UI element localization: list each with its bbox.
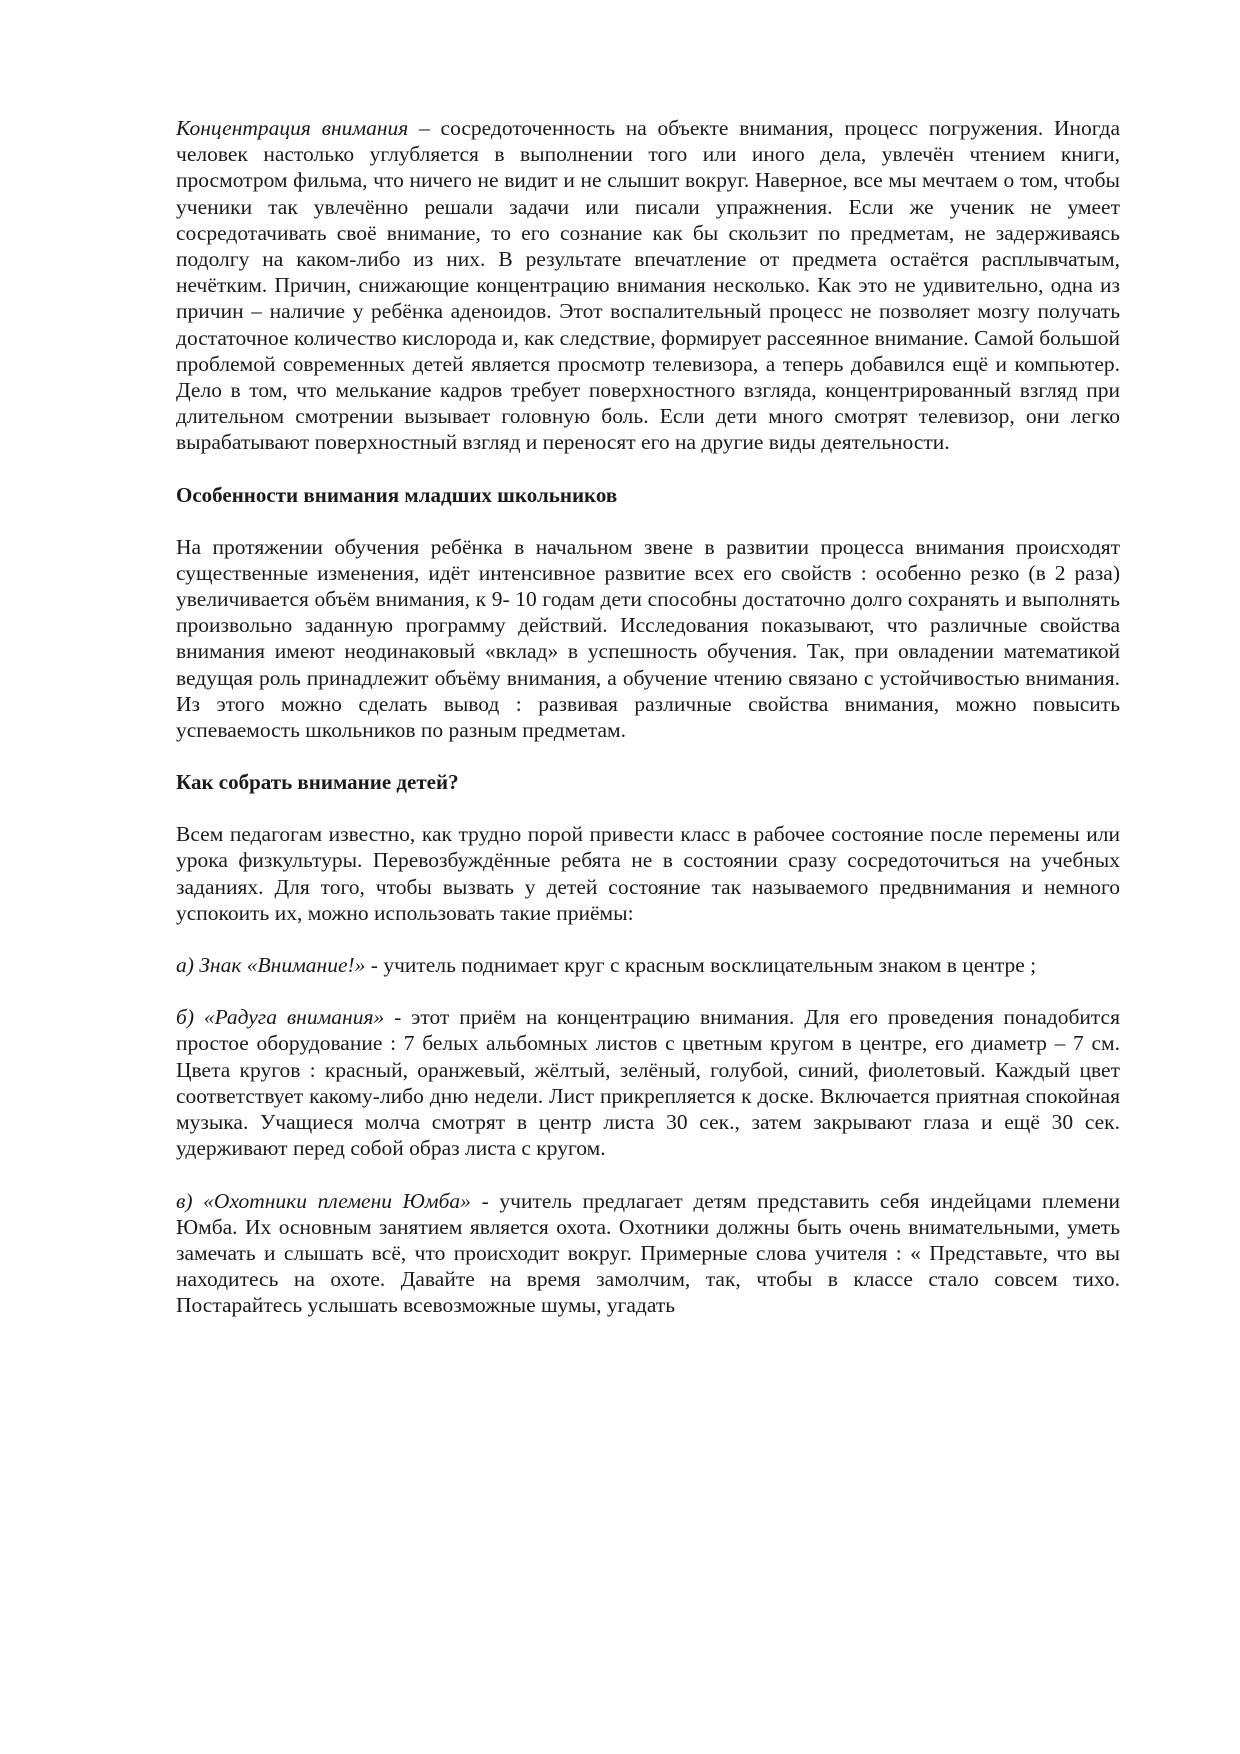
heading-features: Особенности внимания младших школьников bbox=[176, 482, 618, 507]
term-concentration: Концентрация внимания bbox=[176, 116, 409, 140]
paragraph-intro-techniques: Всем педагогам известно, как трудно порой привести класс в рабочее состояние после перемены или урока физкультуры. Перевозбуждённые ребята не в состоянии сразу сосредоточиться на учебных заданиях. Для того, чтобы вызвать у детей состояние так называемого предвнимания и немного успокоить их, можно использовать такие приёмы: bbox=[176, 822, 1120, 925]
paragraph-technique-b: б) «Радуга внимания» - этот приём на концентрацию внимания. Для его проведения понадобится простое оборудование : 7 белых альбомных листов с цветным кругом в центре, его диаметр – 7 см. Цвета кругов : красный, оранжевый, жёлтый, зелёный, голубой, синий, фиолетовый. Каждый цвет соответствует какому-либо дню недели. Лист прикрепляется к доске. Включается приятная спокойная музыка. Учащиеся молча смотрят в центр листа 30 сек., затем закрывают глаза и ещё 30 сек. удерживают перед собой образ листа с кругом. bbox=[176, 1005, 1120, 1161]
heading-gather-attention: Как собрать внимание детей? bbox=[176, 770, 459, 795]
paragraph-concentration: Концентрация внимания – сосредоточенность на объекте внимания, процесс погружения. Иногда человек настолько углубляется в выполнении того или иного дела, увлечён чтением книги, просмотром фильма, что ничего не видит и не слышит вокруг. Наверное, все мы мечтаем о том, чтобы ученики так увлечённо решали задачи или писали упражнения. Если же ученик не умеет сосредотачивать своё внимание, то его сознание как бы скользит по предметам, не задерживаясь подолгу на каком-либо из них. В результате впечатление от предмета остаётся расплывчатым, нечётким. Причин, снижающие концентрацию внимания несколько. Как это не удивительно, одна из причин – наличие у ребёнка аденоидов. Этот воспалительный процесс не позволяет мозгу получать достаточное количество кислорода и, как следствие, формирует рассеянное внимание. Самой большой проблемой современных детей является просмотр телевизора, а теперь добавился ещё и компьютер. Дело в том, что мелькание кадров требует поверхностного взгляда, концентрированный взгляд при длительном смотрении вызывает головную боль. Если дети много смотрят телевизор, они легко вырабатывают поверхностный взгляд и переносят его на другие виды деятельности. bbox=[176, 116, 1120, 455]
paragraph-features: На протяжении обучения ребёнка в начальном звене в развитии процесса внимания происходят существенные изменения, идёт интенсивное развитие всех его свойств : особенно резко (в 2 раза) увеличивается объём внимания, к 9- 10 годам дети способны достаточно долго сохранять и выполнять произвольно заданную программу действий. Исследования показывают, что различные свойства внимания имеют неодинаковый «вклад» в успешность обучения. Так, при овладении математикой ведущая роль принадлежит объёму внимания, а обучение чтению связано с устойчивостью внимания. Из этого можно сделать вывод : развивая различные свойства внимания, можно повысить успеваемость школьников по разным предметам. bbox=[176, 534, 1120, 743]
paragraph-technique-a: а) Знак «Внимание!» - учитель поднимает круг с красным восклицательным знаком в центре ; bbox=[176, 953, 1037, 978]
document-page bbox=[176, 115, 1120, 1345]
paragraph-technique-c: в) «Охотники племени Юмба» - учитель предлагает детям представить себя индейцами племени Юмба. Их основным занятием является охота. Охотники должны быть очень внимательными, уметь замечать и слышать всё, что происходит вокруг. Примерные слова учителя : « Представьте, что вы находитесь на охоте. Давайте на время замолчим, так, чтобы в классе стало совсем тихо. Постарайтесь услышать всевозможные шумы, угадать bbox=[176, 1188, 1120, 1318]
